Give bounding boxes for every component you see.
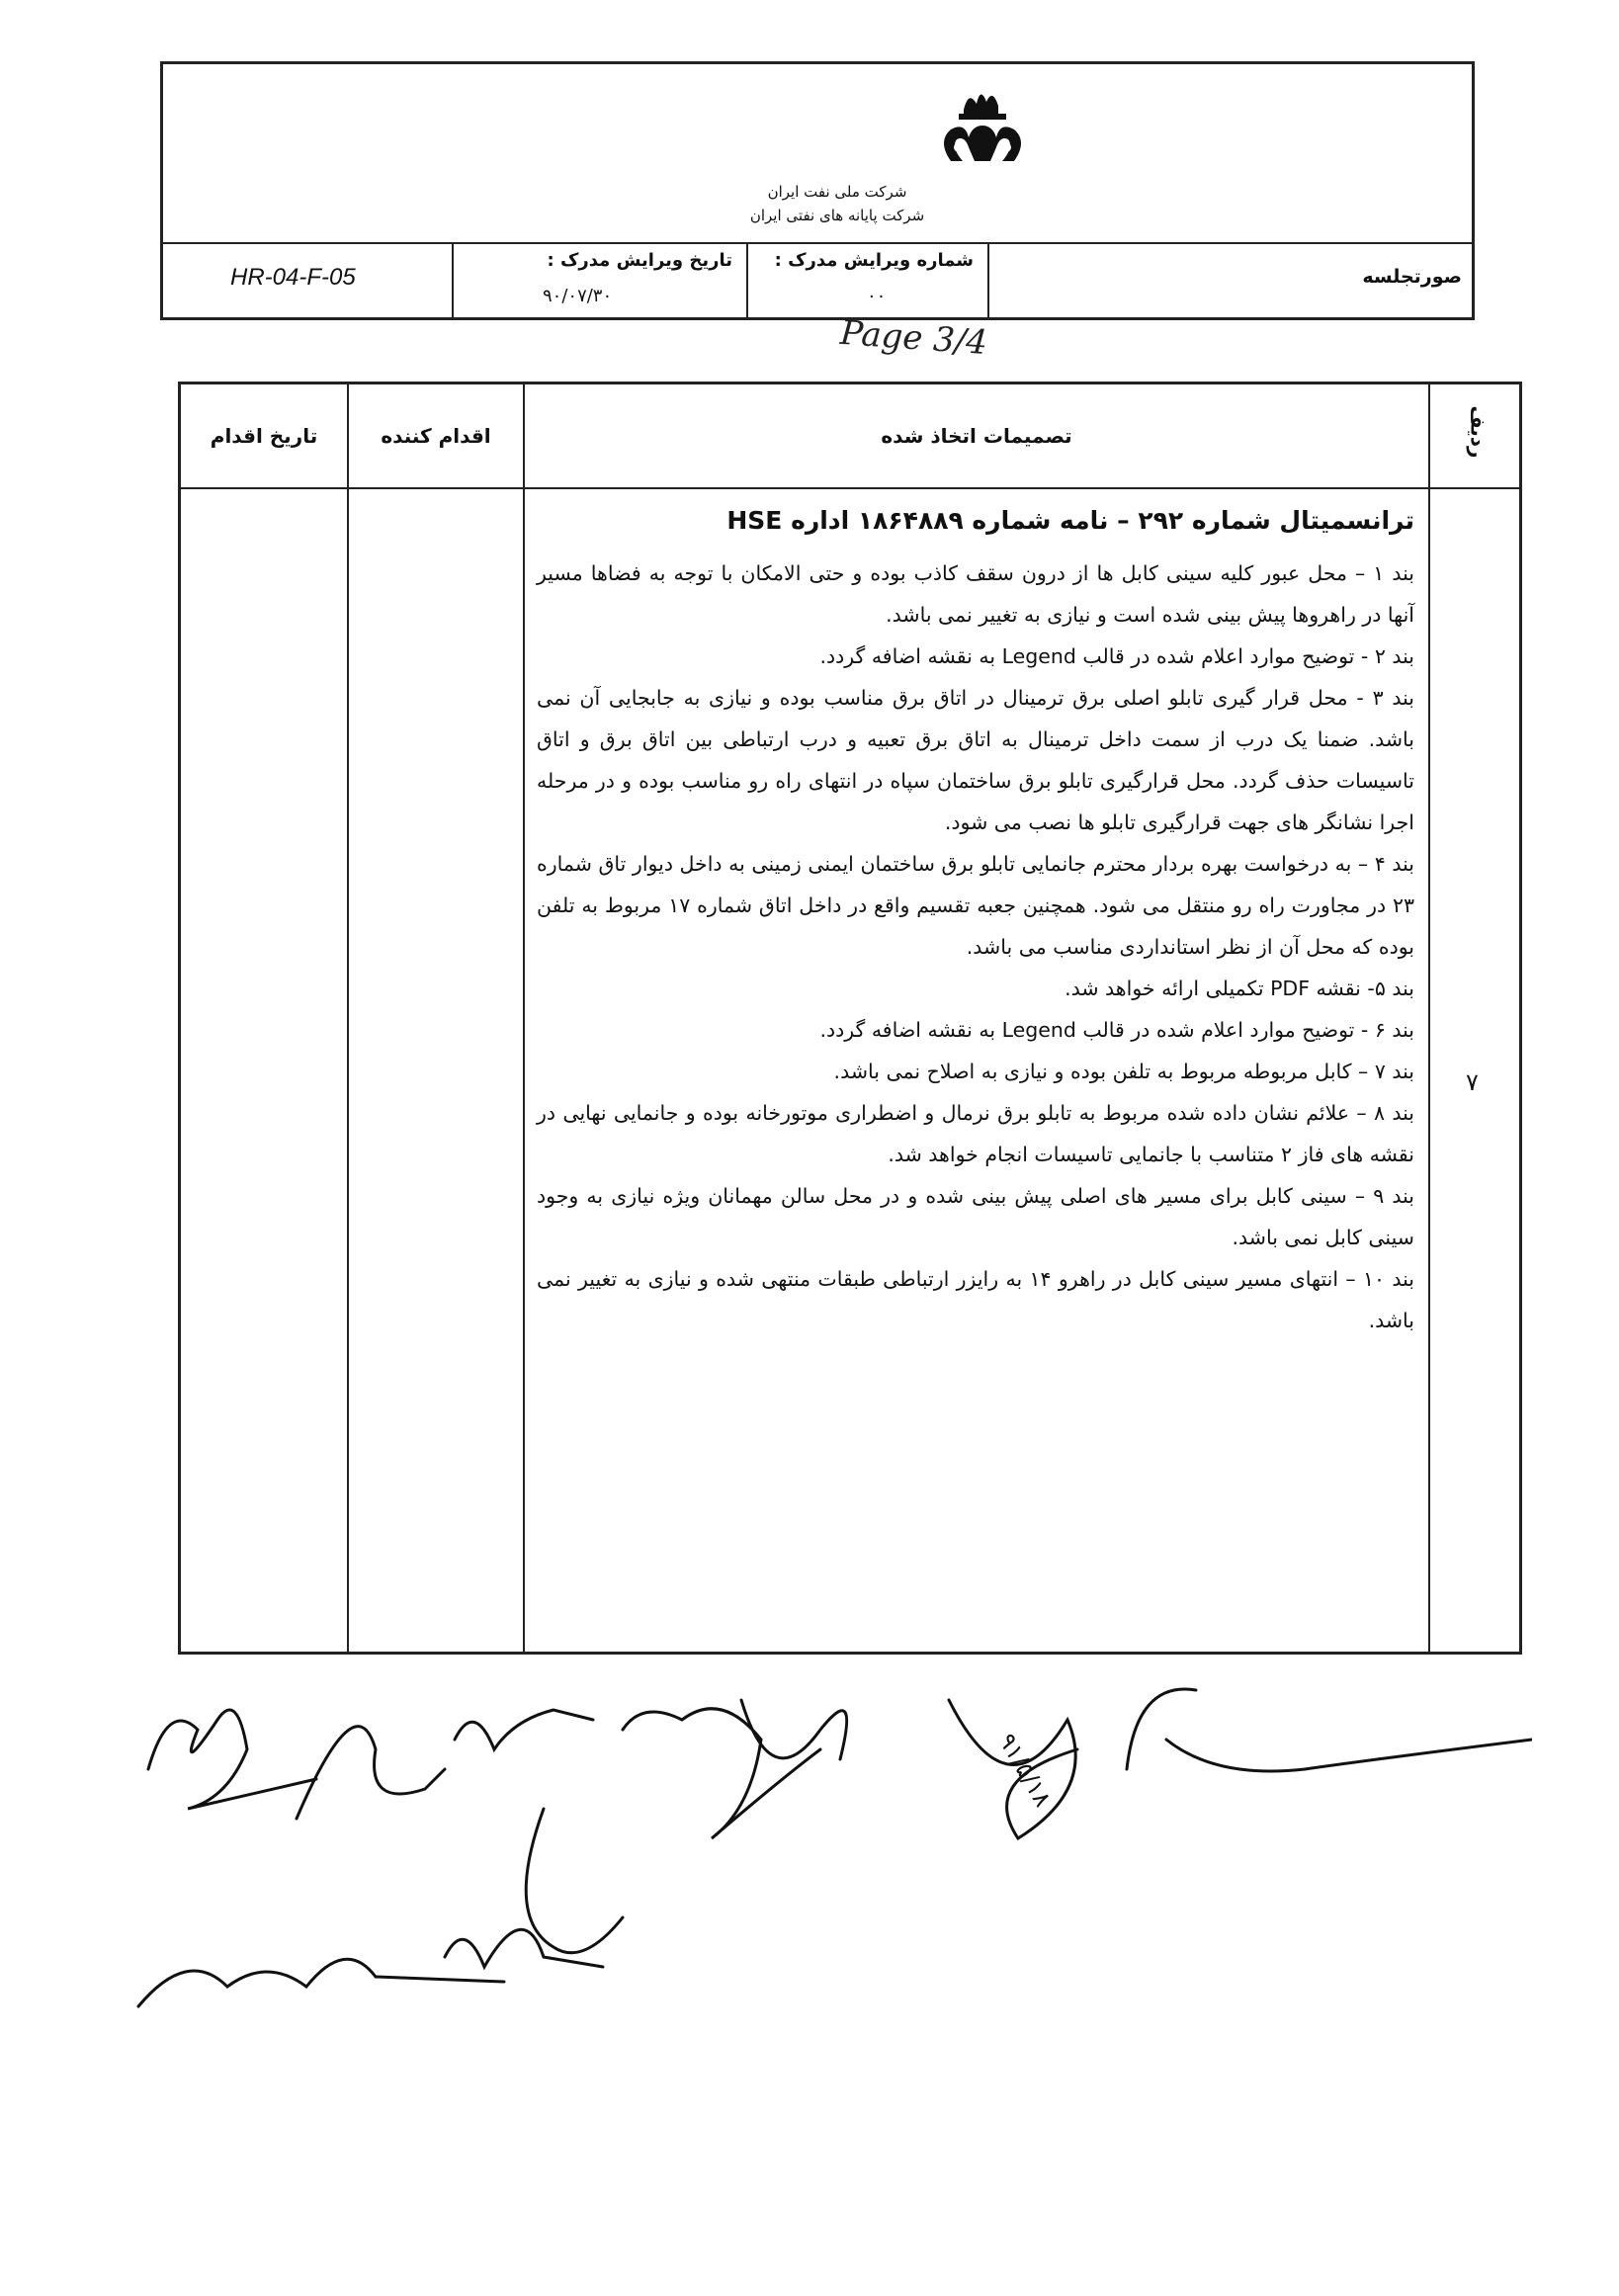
clause-9: بند ۹ – سینی کابل برای مسیر های اصلی پیش بینی شده و در محل سالن مهمانان ویژه نیازی به وجود سینی کابل نمی باشد. bbox=[537, 1184, 1414, 1249]
logo-area bbox=[163, 64, 1472, 244]
signature-7 bbox=[1127, 1689, 1532, 1771]
revision-date-label: تاریخ ویرایش مدرک : bbox=[547, 250, 732, 271]
clause-10: بند ۱۰ – انتهای مسیر سینی کابل در راهرو ۱۴ به رایزر ارتباطی طبقات منتهی شده و نیازی به تغییر نمی باشد. bbox=[537, 1267, 1415, 1332]
signature-10 bbox=[526, 1809, 623, 1953]
doc-title-cell bbox=[987, 242, 1472, 317]
clause-4: بند ۴ – به درخواست بهره بردار محترم جانمایی تابلو برق ساختمان ایمنی زمینی به داخل دیوار تاق شماره ۲۳ در مجاورت راه رو منتقل می شود. همچنین جعبه تقسیم واقع در داخل اتاق شماره ۱۷ مربوط به تلفن بوده که محل آن از نظر استانداردی مناسب می باشد. bbox=[537, 852, 1414, 959]
clause-2: بند ۲ - توضیح موارد اعلام شده در قالب Legend به نقشه اضافه گردد. bbox=[819, 644, 1414, 668]
column-divider bbox=[523, 384, 525, 1652]
clause-6: بند ۶ - توضیح موارد اعلام شده در قالب Legend به نقشه اضافه گردد. bbox=[819, 1018, 1414, 1042]
column-divider bbox=[347, 384, 349, 1652]
clause-3: بند ۳ - محل قرار گیری تابلو اصلی برق ترمینال در اتاق برق مناسب بوده و نیازی به جابجایی آن نمی باشد. ضمنا یک درب از سمت داخل ترمینال به اتاق برق تعبیه و درب ارتباطی بین اتاق برق و اتاق تاسیسات حذف گردد. محل قرارگیری تابلو برق ساختمان سپاه در انتهای راه رو مناسب بوده و در مرحله اجرا نشانگر های جهت قرارگیری تابلو ها نصب می شود. bbox=[537, 686, 1414, 834]
minutes-table bbox=[178, 382, 1522, 1655]
revision-date-cell bbox=[452, 242, 746, 317]
doc-code: HR-04-F-05 bbox=[230, 264, 356, 291]
signature-5 bbox=[741, 1700, 847, 1759]
clause-8: بند ۸ – علائم نشان داده شده مربوط به تابلو برق نرمال و اضطراری موتورخانه بوده و جانمایی نهایی در نقشه های فاز ۲ متناسب با جانمایی تاسیسات انجام خواهد شد. bbox=[537, 1101, 1414, 1166]
column-header-action-date: تاریخ اقدام bbox=[210, 424, 318, 448]
revision-number-label: شماره ویرایش مدرک : bbox=[774, 250, 974, 271]
column-header-row: ردیف bbox=[1466, 405, 1491, 459]
signature-4 bbox=[623, 1709, 820, 1838]
revision-date-value: ۹۰/۰۷/۳۰ bbox=[543, 286, 613, 306]
nioc-logo-icon bbox=[929, 82, 1038, 181]
decisions-content bbox=[537, 503, 1414, 1341]
header-divider bbox=[181, 487, 1519, 489]
signatures-area bbox=[128, 1660, 1532, 2056]
column-header-actor: اقدام کننده bbox=[381, 424, 491, 448]
subsidiary-name: شرکت پایانه های نفتی ایران bbox=[749, 207, 925, 224]
handwritten-page-number: Page 3/4 bbox=[838, 312, 989, 364]
signature-1 bbox=[148, 1710, 316, 1809]
doc-code-cell bbox=[163, 242, 452, 317]
signature-9 bbox=[445, 1929, 603, 1967]
signature-3 bbox=[455, 1710, 593, 1749]
signature-2 bbox=[297, 1727, 445, 1819]
signature-date: ۹۱/۵/۱۸ bbox=[992, 1729, 1058, 1812]
column-divider bbox=[1428, 384, 1430, 1652]
company-name: شرکت ملی نفت ایران bbox=[767, 183, 907, 201]
clause-7: بند ۷ – کابل مربوطه مربوط به تلفن بوده و نیازی به اصلاح نمی باشد. bbox=[833, 1060, 1414, 1083]
document-header bbox=[160, 61, 1475, 320]
clause-1: بند ۱ – محل عبور کلیه سینی کابل ها از درون سقف کاذب بوده و حتی الامکان با توجه به فضاها مسیر آنها در راهروها پیش بینی شده است و نیازی به تغییر نمی باشد. bbox=[537, 561, 1415, 627]
doc-title: صورتجلسه bbox=[1362, 266, 1462, 288]
clause-5: بند ۵- نقشه PDF تکمیلی ارائه خواهد شد. bbox=[1065, 977, 1414, 1000]
revision-number-cell bbox=[746, 242, 987, 317]
metadata-row bbox=[163, 242, 1472, 317]
signature-8 bbox=[138, 1959, 504, 2006]
column-header-decisions: تصمیمات اتخاذ شده bbox=[881, 424, 1072, 448]
transmittal-heading: ترانسمیتال شماره ۲۹۲ – نامه شماره ۱۸۶۴۸۸۹ اداره HSE bbox=[726, 506, 1414, 535]
revision-number-value: ۰۰ bbox=[867, 286, 887, 306]
row-number: ۷ bbox=[1466, 1068, 1479, 1096]
